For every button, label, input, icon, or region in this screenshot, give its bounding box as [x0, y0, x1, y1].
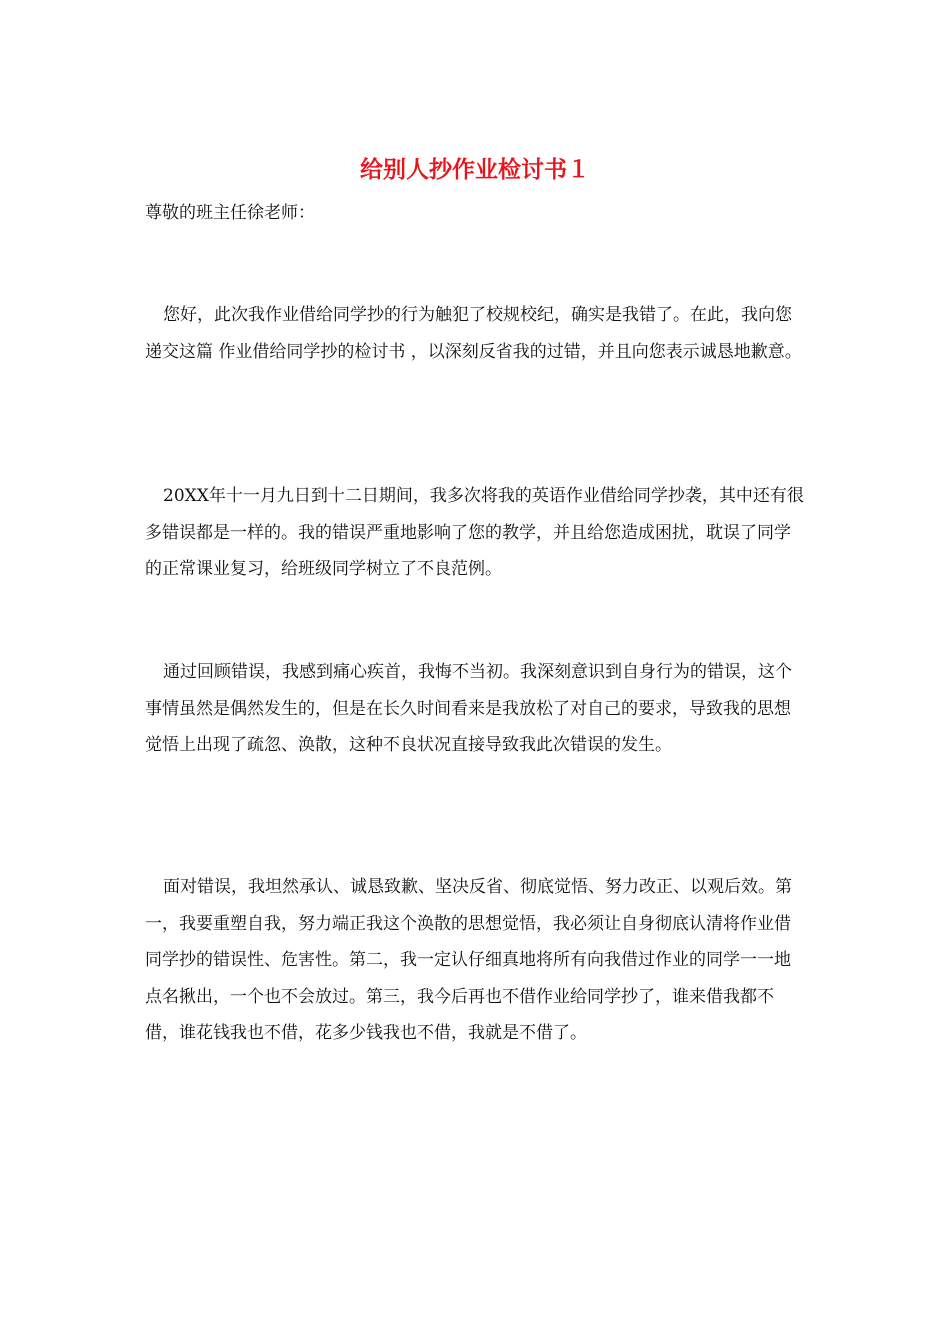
paragraph-greeting: 您好，此次我作业借给同学抄的行为触犯了校规校纪，确实是我错了。在此，我向您递交这篇 作业借给同学抄的检讨书 ，以深刻反省我的过错，并且向您表示诚恳地歉意。	[145, 305, 802, 362]
paragraph-reflection: 通过回顾错误，我感到痛心疾首，我悔不当初。我深刻意识到自身行为的错误，这个事情虽然是偶然发生的，但是在长久时间看来是我放松了对自己的要求，导致我的思想觉悟上出现了疏忽、涣散，这种不良状况直接导致我此次错误的发生。	[145, 662, 792, 755]
paragraph-incident: 20XX年十一月九日到十二日期间，我多次将我的英语作业借给同学抄袭，其中还有很多错误都是一样的。我的错误严重地影响了您的教学，并且给您造成困扰，耽误了同学的正常课业复习，给班级同学树立了不良范例。	[145, 486, 804, 579]
salutation: 尊敬的班主任徐老师：	[145, 203, 315, 223]
paragraph-commitment: 面对错误，我坦然承认、诚恳致歉、坚决反省、彻底觉悟、努力改正、以观后效。第一，我要重塑自我，努力端正我这个涣散的思想觉悟，我必须让自身彻底认清将作业借同学抄的错误性、危害性。第二，我一定认仔细真地将所有向我借过作业的同学一一地点名揪出，一个也不会放过。第三，我今后再也不借作业给同学抄了，谁来借我都不借，谁花钱我也不借，花多少钱我也不借，我就是不借了。	[145, 877, 792, 1043]
page-title: 给别人抄作业检讨书１	[360, 156, 590, 183]
